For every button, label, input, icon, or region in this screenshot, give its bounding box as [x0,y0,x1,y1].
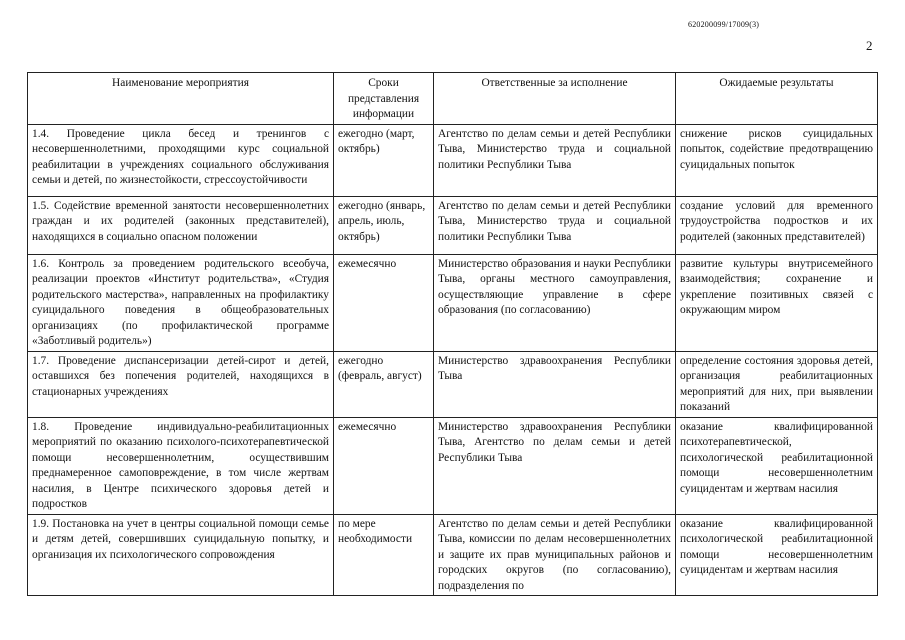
responsible-cell: Министерство здравоохранения Республики Тыва [434,351,676,417]
header-deadline: Сроки представления информации [334,73,434,125]
result-cell: развитие культуры внутрисемейного взаимодействия; сохранение и укрепление позитивных связей с окружающим миром [676,254,878,351]
result-cell: оказание квалифицированной психологической реабилитационной помощи несовершеннолетним суицидентам и жертвам насилия [676,514,878,596]
table-row [28,124,878,196]
table-row [28,417,878,514]
deadline-cell: ежегодно (январь, апрель, июль, октябрь) [334,196,434,254]
result-cell: снижение рисков суицидальных попыток, содействие предотвращению суицидальных попыток [676,124,878,196]
result-cell: создание условий для временного трудоустройства подростков и их родителей (законных представителей) [676,196,878,254]
document-number: 620200099/17009(3) [688,20,760,29]
responsible-cell: Агентство по делам семьи и детей Республики Тыва, комиссии по делам несовершеннолетних и защите их прав муниципальных районов и городских округов (по согласованию), подразделения по [434,514,676,596]
event-cell: 1.8. Проведение индивидуально-реабилитационных мероприятий по оказанию психолого-психотерапевтической помощи несовершеннолетним, осуществившим преднамеренное самоповреждение, в том числе жертвам насилия, в Центре психического здоровья детей и подростков [28,417,334,514]
event-cell: 1.9. Постановка на учет в центры социальной помощи семье и детям детей, совершивших суицидальную попытку, и организация их психологического сопровождения [28,514,334,596]
event-cell: 1.7. Проведение диспансеризации детей-сирот и детей, оставшихся без попечения родителей, находящихся в стационарных учреждениях [28,351,334,417]
deadline-cell: ежегодно (февраль, август) [334,351,434,417]
deadline-cell: ежегодно (март, октябрь) [334,124,434,196]
deadline-cell: по мере необходимости [334,514,434,596]
header-event-name: Наименование мероприятия [28,73,334,125]
deadline-cell: ежемесячно [334,254,434,351]
table-row [28,351,878,417]
page-number: 2 [866,38,873,53]
result-cell: определение состояния здоровья детей, организация реабилитационных мероприятий для них, при выявлении показаний [676,351,878,417]
event-cell: 1.4. Проведение цикла бесед и тренингов с несовершеннолетними, проходящими курс социальной реабилитации в учреждениях социального обслуживания семьи и детей, по жизнестойкости, стрессоустойчивости [28,124,334,196]
deadline-cell: ежемесячно [334,417,434,514]
header-responsible: Ответственные за исполнение [434,73,676,125]
table-row [28,196,878,254]
measures-table [27,72,878,596]
table-header-row [28,73,878,125]
event-cell: 1.5. Содействие временной занятости несовершеннолетних граждан и их родителей (законных представителей), находящихся в социально опасном положении [28,196,334,254]
result-cell: оказание квалифицированной психотерапевтической, психологической реабилитационной помощи несовершеннолетним суицидентам и жертвам насилия [676,417,878,514]
event-cell: 1.6. Контроль за проведением родительского всеобуча, реализации проектов «Институт родительства», «Студия родительского мастерства», направленных на профилактику суицидального поведения в общеобразовательных организациях (по профилактической программе «Заботливый родитель») [28,254,334,351]
responsible-cell: Агентство по делам семьи и детей Республики Тыва, Министерство труда и социальной политики Республики Тыва [434,196,676,254]
responsible-cell: Агентство по делам семьи и детей Республики Тыва, Министерство труда и социальной политики Республики Тыва [434,124,676,196]
responsible-cell: Министерство здравоохранения Республики Тыва, Агентство по делам семьи и детей Республики Тыва [434,417,676,514]
table-row [28,254,878,351]
responsible-cell: Министерство образования и науки Республики Тыва, органы местного самоуправления, осуществляющие управление в сфере образования (по согласованию) [434,254,676,351]
header-expected-results: Ожидаемые результаты [676,73,878,125]
table-row [28,514,878,596]
